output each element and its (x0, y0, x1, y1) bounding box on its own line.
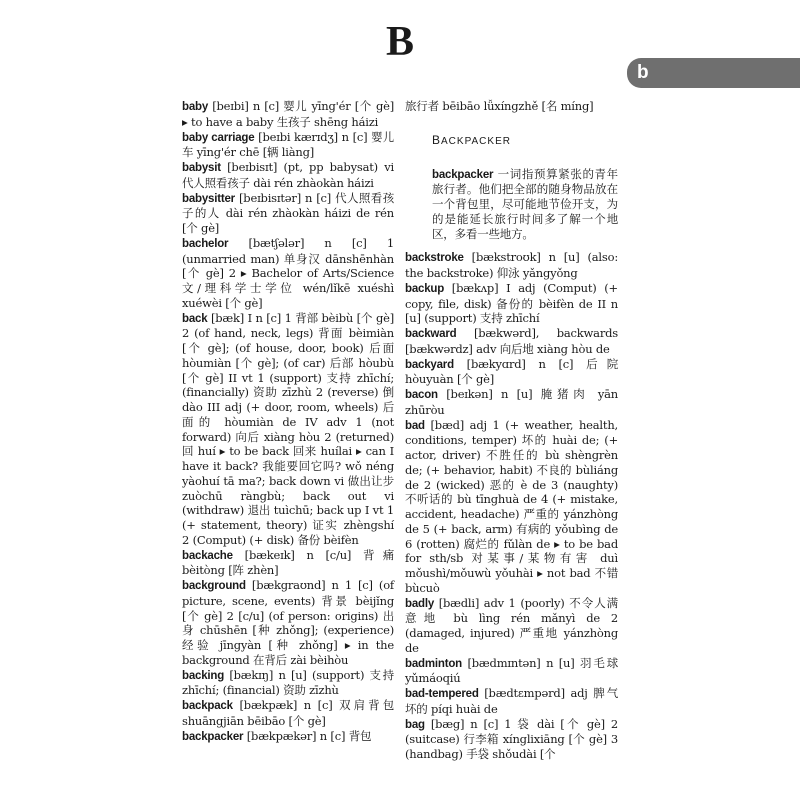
thumb-index-letter: b (637, 62, 649, 83)
entry-headword: bachelor (182, 237, 229, 250)
dictionary-entry (405, 281, 618, 326)
entry-headword: bacon (405, 389, 438, 401)
entry-headword: backward (405, 328, 457, 340)
entry-headword: backache (182, 549, 233, 562)
dictionary-entry (182, 160, 394, 191)
entry-headword: backstroke (405, 252, 464, 265)
dictionary-entry (182, 698, 394, 729)
entry-headword: bad-tempered (405, 688, 479, 700)
usage-note-text (432, 167, 618, 242)
dictionary-entry (405, 717, 618, 762)
dictionary-entry (405, 596, 618, 656)
entry-body: [bædtɛmpərd] adj 脾气坏的 píqi huài de (405, 686, 618, 716)
left-column (182, 99, 394, 744)
entry-body: [beɪbisɪtər] n [c] 代人照看孩子的人 dài rén zhàokàn háizi de rén [个 gè] (182, 190, 394, 235)
entry-headword: babysitter (182, 192, 235, 205)
entry-body: [bæk] I n [c] 1 背部 bèibù [个 gè] 2 (of hand, neck, legs) 背面 bèimiàn [个 gè]; (of house, door, book) 后面 hòumiàn [个 gè]; (of car) 后部 hòubù [个 gè] II vt 1 (support) 支持 zhīchí; (financially) 资助 zīzhù 2 (reverse) 倒 dào III adj (+ door, room, wheels) 后面的 hòumiàn de IV adv 1 (not forward) 向后 xiàng hòu 2 (returned) 回 huí ▸ to be back 回来 huílai ▸ can I have it back? 我能要回它吗? wǒ néng yàohuí tā ma?; back down vi 做出让步 zuòchū ràngbù; back out vi (withdraw) 退出 tuìchū; back up I vt 1 (+ statement, theory) 证实 zhèngshí 2 (Comput) (+ disk) 备份 bèifèn (182, 310, 394, 547)
dictionary-entry (405, 418, 618, 596)
entry-body: [beɪkən] n [u] 腌猪肉 yān zhūròu (405, 387, 618, 417)
entry-body: [bætʃələr] n [c] 1 (unmarried man) 单身汉 dānshēnhàn [个 gè] 2 ▸ Bachelor of Arts/Science 文/理科学士学位 wén/lǐkē xuéshì xuéwèi [个 gè] (182, 235, 394, 310)
dictionary-entry (405, 250, 618, 281)
entry-body: [bækeɪk] n [c/u] 背痛 bèitòng [阵 zhèn] (182, 547, 394, 578)
dictionary-entry (405, 326, 618, 357)
entry-headword: background (182, 580, 246, 592)
entry-body: [bæg] n [c] 1 袋 dài [个 gè] 2 (suitcase) 行李箱 xínglixiāng [个 gè] 3 (handbag) 手袋 shǒudài [个 (405, 716, 618, 761)
entry-body: [bækɪŋ] n [u] (support) 支持 zhīchí; (financial) 资助 zīzhù (182, 667, 394, 698)
page-letter-heading: B (385, 19, 414, 65)
entry-headword: backyard (405, 358, 454, 371)
entry-body: [bædli] adv 1 (poorly) 不令人满意地 bù lìng rén mǎnyì de 2 (damaged, injured) 严重地 yánzhòng de (405, 595, 618, 655)
dictionary-entry (182, 191, 394, 236)
usage-note-body: 一词指预算紧张的青年旅行者。他们把全部的随身物品放在一个背包里，尽可能地节俭开支，为的是能延长旅行时间多了解一个地区，多看一些地方。 (432, 166, 618, 241)
dictionary-entry (405, 656, 618, 687)
entry-headword: backup (405, 282, 445, 295)
dictionary-entry (182, 729, 394, 745)
entry-body: [bædmɪntən] n [u] 羽毛球 yǔmáoqiú (405, 655, 618, 686)
entry-body: [bæd] adj 1 (+ weather, health, conditions, temper) 坏的 huài de; (+ actor, driver) 不胜任的 bù shèngrèn de; (+ behavior, habit) 不良的 bùliáng de 2 (wicked) 恶的 è de 3 (naughty) 不听话的 bù tīnghuà de 4 (+ mistake, accident, headache) 严重的 yánzhòng de 5 (+ back, arm) 有病的 yǒubìng de 6 (rotten) 腐烂的 fǔlàn de ▸ to be bad for sth/sb 对某事/某物有害 duì mǒushì/mǒuwù yǒuhài ▸ not bad 不错 bùcuò (405, 417, 618, 595)
dictionary-entry (405, 686, 618, 717)
entry-headword: baby (182, 101, 209, 113)
usage-note-term: backpacker (432, 168, 494, 181)
entry-continuation: 旅行者 bēibāo lǚxíngzhě [名 míng] (405, 99, 594, 113)
entry-headword: bad (405, 419, 425, 432)
entry-headword: backpacker (182, 730, 244, 743)
dictionary-entry (182, 130, 394, 161)
entry-body: [bækpækər] n [c] 背包 (243, 728, 372, 743)
entry-headword: badminton (405, 657, 462, 670)
entry-body: [bækʌp] I adj (Comput) (+ copy, file, disk) 备份的 bèifèn de II n [u] (support) 支持 zhīchí (405, 280, 618, 326)
entry-headword: babysit (182, 162, 221, 174)
usage-note-title: BACKPACKER (432, 132, 511, 147)
dictionary-entry (182, 668, 394, 699)
entry-headword: baby carriage (182, 131, 255, 144)
entry-body: [bækwərd], backwards [bækwərdz] adv 向后地 xiàng hòu de (405, 326, 618, 356)
dictionary-entry (182, 99, 394, 130)
entry-body: [beɪbisɪt] (pt, pp babysat) vi 代人照看孩子 dài rén zhàokàn háizi (182, 160, 394, 190)
dictionary-entry (182, 311, 394, 548)
entry-headword: badly (405, 597, 435, 610)
dictionary-entry (405, 387, 618, 418)
entry-headword: back (182, 312, 208, 325)
entry-body: [bækpæk] n [c] 双肩背包 shuāngjiān bēibāo [个 gè] (182, 698, 394, 728)
entry-body: [beɪbi kærɪdʒ] n [c] 婴儿车 yīng'ér chē [辆 liàng] (182, 129, 394, 160)
entry-body: [beɪbi] n [c] 婴儿 yīng'ér [个 gè] ▸ to have a baby 生孩子 shēng háizi (182, 99, 394, 129)
thumb-index-tab (627, 58, 800, 88)
right-column (405, 99, 618, 762)
dictionary-entry (182, 578, 394, 668)
entry-body: [bækstroʊk] n [u] (also: the backstroke) 仰泳 yǎngyǒng (405, 250, 618, 280)
entry-body: [bækgraʊnd] n 1 [c] (of picture, scene, events) 背景 bèijǐng [个 gè] 2 [c/u] (of person: origins) 出身 chūshēn [种 zhǒng]; (experience) 经验 jīngyàn [种 zhǒng] ▸ in the background 在背后 zài bèihòu (182, 578, 394, 667)
entry-body: [bækyɑrd] n [c] 后院 hòuyuàn [个 gè] (405, 356, 618, 387)
entry-headword: backing (182, 669, 225, 682)
usage-note-box (405, 133, 618, 242)
dictionary-entry (182, 236, 394, 311)
entry-headword: backpack (182, 700, 233, 712)
dictionary-entry (405, 357, 618, 388)
dictionary-entry (182, 548, 394, 579)
entry-headword: bag (405, 718, 425, 731)
